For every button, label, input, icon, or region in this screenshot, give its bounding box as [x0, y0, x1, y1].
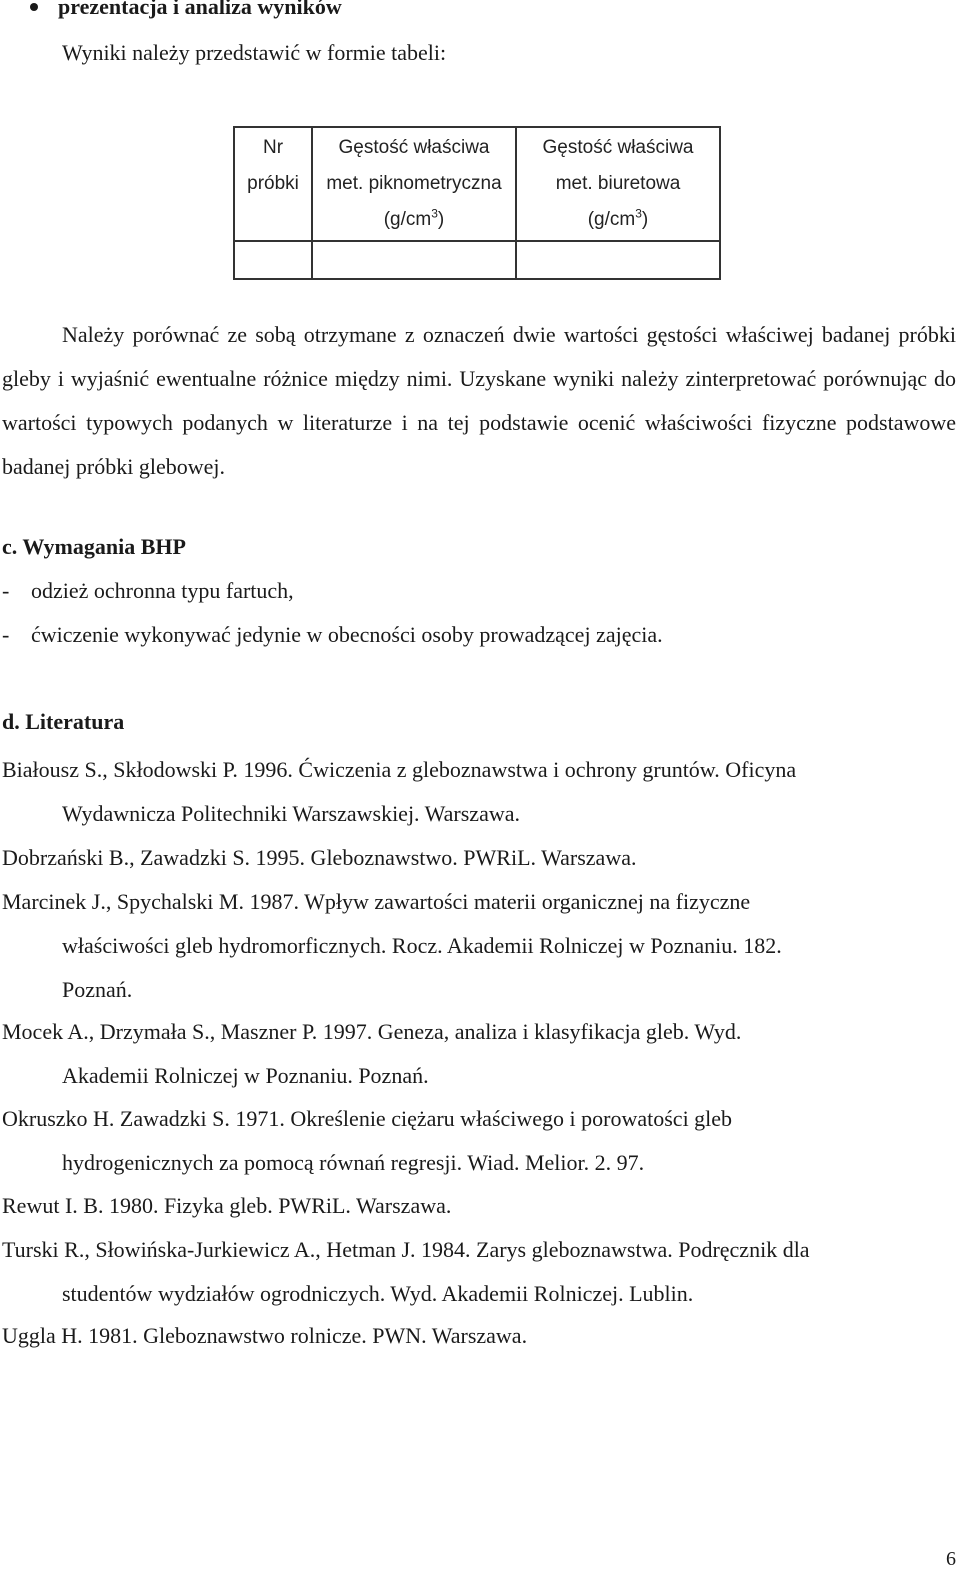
- header-pycnometric-density: [312, 127, 516, 241]
- section-c-heading: c. Wymagania BHP: [2, 534, 186, 559]
- list-item-text: ćwiczenie wykonywać jedynie w obecności osoby prowadzącej zajęcia.: [31, 622, 663, 647]
- reference-entry: Turski R., Słowińska-Jurkiewicz A., Hetman J. 1984. Zarys gleboznawstwa. Podręcznik dla studentów wydziałów ogrodniczych. Wyd. Akademii Rolniczej. Lublin.: [2, 1237, 810, 1306]
- header-line: Gęstość właściwa: [542, 137, 694, 158]
- header-sample-number: [234, 127, 312, 241]
- header-burette-density: [516, 127, 720, 241]
- reference-entry: Okruszko H. Zawadzki S. 1971. Określenie ciężaru właściwego i porowatości gleb hydrogenicznych za pomocą równań regresji. Wiad. Melior. 2. 97.: [2, 1106, 733, 1175]
- header-line: met. biuretowa: [555, 173, 681, 194]
- table-cell: [312, 241, 516, 279]
- list-item: [2, 578, 294, 604]
- reference-entry: Dobrzański B., Zawadzki S. 1995. Gleboznawstwo. PWRiL. Warszawa.: [2, 845, 637, 870]
- header-line: próbki: [247, 173, 299, 194]
- results-table: [233, 126, 721, 280]
- reference-entry: Mocek A., Drzymała S., Maszner P. 1997. Geneza, analiza i klasyfikacja gleb. Wyd. Akademii Rolniczej w Poznaniu. Poznań.: [2, 1019, 742, 1088]
- header-line: met. piknometryczna: [326, 173, 502, 194]
- header-line: Gęstość właściwa: [338, 137, 490, 158]
- table-header-row: [234, 127, 720, 241]
- comparison-paragraph: Należy porównać ze sobą otrzymane z oznaczeń dwie wartości gęstości właściwej badanej próbki gleby i wyjaśnić ewentualne różnice między nimi. Uzyskane wyniki należy zinterpretować porównując do wartości typowych podanych w literaturze i na tej podstawie ocenić właściwości fizyczne podstawowe badanej próbki glebowej.: [2, 322, 956, 479]
- dash-marker: -: [2, 578, 10, 603]
- bullet-heading-text: prezentacja i analiza wyników: [58, 0, 342, 19]
- table-cell: [234, 241, 312, 279]
- header-unit: $(g/cm^3)$: [383, 206, 445, 230]
- table-cell: [516, 241, 720, 279]
- reference-entry: Marcinek J., Spychalski M. 1987. Wpływ zawartości materii organicznej na fizyczne właściwości gleb hydromorficznych. Rocz. Akademii Rolniczej w Poznaniu. 182. Poznań.: [2, 889, 782, 1002]
- header-unit: $(g/cm^3)$: [587, 206, 649, 230]
- reference-entry: Białousz S., Skłodowski P. 1996. Ćwiczenia z gleboznawstwa i ochrony gruntów. Oficyna Wydawnicza Politechniki Warszawskiej. Warszawa.: [2, 757, 797, 826]
- header-line: Nr: [262, 137, 284, 158]
- list-item: [2, 622, 663, 648]
- page-number: 6: [946, 1548, 956, 1570]
- table-row: [234, 241, 720, 279]
- reference-entry: Rewut I. B. 1980. Fizyka gleb. PWRiL. Warszawa.: [2, 1193, 452, 1218]
- list-item-text: odzież ochronna typu fartuch,: [31, 578, 294, 603]
- bullet-icon: [30, 3, 38, 11]
- dash-marker: -: [2, 622, 10, 647]
- section-d-heading: d. Literatura: [2, 709, 125, 734]
- bullet-heading: [30, 0, 342, 20]
- intro-text: Wyniki należy przedstawić w formie tabeli:: [62, 40, 447, 65]
- reference-entry: Uggla H. 1981. Gleboznawstwo rolnicze. PWN. Warszawa.: [2, 1323, 528, 1348]
